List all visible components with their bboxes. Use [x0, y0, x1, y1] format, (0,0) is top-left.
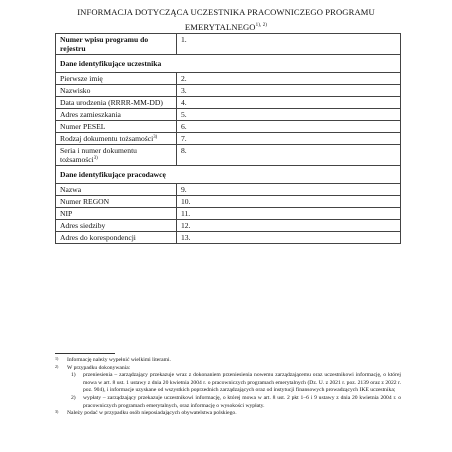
id-document-type-field[interactable]: [177, 133, 401, 145]
table-row: [56, 121, 401, 133]
correspondence-address-field[interactable]: [177, 232, 401, 244]
table-row: [56, 97, 401, 109]
nip-field[interactable]: [177, 208, 401, 220]
birth-date-label: Data urodzenia (RRRR-MM-DD): [56, 97, 177, 109]
surname-label: Nazwisko: [56, 85, 177, 97]
field-number: 1.: [181, 35, 187, 44]
footnote-2-item-2: [67, 395, 401, 410]
table-row: [56, 208, 401, 220]
id-document-number-label: [56, 145, 177, 166]
employer-name-label: Nazwa: [56, 184, 177, 196]
footnotes: [55, 357, 401, 418]
field-number: 4.: [181, 98, 187, 107]
employer-name-field[interactable]: [177, 184, 401, 196]
footnote-text: W przypadku dokonywania:: [67, 364, 131, 371]
footnote-mark: 3): [55, 409, 59, 415]
footnote-ref: 3): [153, 135, 158, 140]
nip-label: NIP: [56, 208, 177, 220]
address-label: Adres zamieszkania: [56, 109, 177, 121]
footnote-2-item-1: [67, 372, 401, 395]
table-row: [56, 109, 401, 121]
table-row: [56, 73, 401, 85]
id-document-number-field[interactable]: [177, 145, 401, 166]
table-row: [56, 34, 401, 55]
pesel-label: Numer PESEL: [56, 121, 177, 133]
registry-number-field[interactable]: [177, 34, 401, 55]
pesel-field[interactable]: [177, 121, 401, 133]
regon-field[interactable]: [177, 196, 401, 208]
section-row-participant: [56, 55, 401, 73]
field-number: 8.: [181, 146, 187, 155]
id-document-number-label-text: Seria i numer dokumentu tożsamości: [60, 146, 137, 164]
table-row: [56, 232, 401, 244]
correspondence-address-label: Adres do korespondencji: [56, 232, 177, 244]
footnote-text: Należy podać w przypadku osób nieposiadających obywatelstwa polskiego.: [67, 410, 237, 417]
field-number: 6.: [181, 122, 187, 131]
footnote-item-text: przeniesienia – zarządzający przekazuje wraz z dokonaniem przeniesienia nowemu zarządzającemu oraz uczestnikowi informację, o której mowa w art. 8 ust. 1 ustawy z dnia 20 kwietnia 2004 r. o pracowniczych programach emerytalnych (Dz. U. z 2021 r. poz. 2139 oraz z 2022 r. poz. 904), i informacje uzyskane od wszystkich poprzednich zarządzających oraz od instytucji finansowych prowadzących IKE uczestnika;: [83, 372, 401, 394]
field-number: 9.: [181, 185, 187, 194]
participant-form-table: [55, 33, 401, 244]
section-heading-employer: Dane identyfikujące pracodawcę: [56, 166, 401, 184]
table-row: [56, 145, 401, 166]
table-row: [56, 220, 401, 232]
table-row: [56, 85, 401, 97]
field-number: 13.: [181, 233, 191, 242]
footnote-mark: 1): [55, 356, 59, 361]
footnote-text: Informację należy wypełnić wielkimi literami.: [67, 357, 171, 363]
table-row: [56, 196, 401, 208]
registered-office-label: Adres siedziby: [56, 220, 177, 232]
field-number: 2.: [181, 74, 187, 83]
field-number: 7.: [181, 134, 187, 143]
footnote-item-number: 2): [71, 394, 76, 401]
surname-field[interactable]: [177, 85, 401, 97]
table-row: [56, 184, 401, 196]
regon-label: Numer REGON: [56, 196, 177, 208]
form-title-line-2: [40, 19, 412, 34]
section-row-employer: [56, 166, 401, 184]
form-title-line-1: INFORMACJA DOTYCZĄCA UCZESTNIKA PRACOWNICZEGO PROGRAMU: [77, 7, 375, 17]
footnote-item-text: wypłaty – zarządzający przekazuje uczestnikowi informację, o której mowa w art. 8 ust. 2 pkt 1–6 i 9 ustawy z dnia 20 kwietnia 2004 r. o pracowniczych programach emerytalnych, oraz informację o wysokości wypłaty.: [83, 394, 401, 409]
footnote-1: [55, 357, 401, 365]
address-field[interactable]: [177, 109, 401, 121]
form-title-footnote-refs: 1), 2): [255, 23, 268, 28]
section-heading-participant: Dane identyfikujące uczestnika: [56, 55, 401, 73]
registered-office-field[interactable]: [177, 220, 401, 232]
footnote-mark: 2): [55, 363, 59, 369]
form-title-line-2-text: EMERYTALNEGO: [184, 22, 256, 32]
footnote-separator: [55, 353, 115, 354]
form-title: [40, 5, 412, 34]
first-name-field[interactable]: [177, 73, 401, 85]
field-number: 3.: [181, 86, 187, 95]
footnote-2: [55, 365, 401, 411]
registry-number-label: Numer wpisu programu do rejestru: [56, 34, 177, 55]
id-document-type-label: [56, 133, 177, 145]
footnote-item-number: 1): [71, 372, 76, 379]
footnote-3: [55, 410, 401, 418]
field-number: 12.: [181, 221, 191, 230]
table-row: [56, 133, 401, 145]
footnote-ref: 3): [93, 156, 98, 161]
id-document-type-label-text: Rodzaj dokumentu tożsamości: [60, 134, 154, 143]
birth-date-field[interactable]: [177, 97, 401, 109]
field-number: 10.: [181, 197, 191, 206]
field-number: 11.: [181, 209, 191, 218]
first-name-label: Pierwsze imię: [56, 73, 177, 85]
field-number: 5.: [181, 110, 187, 119]
